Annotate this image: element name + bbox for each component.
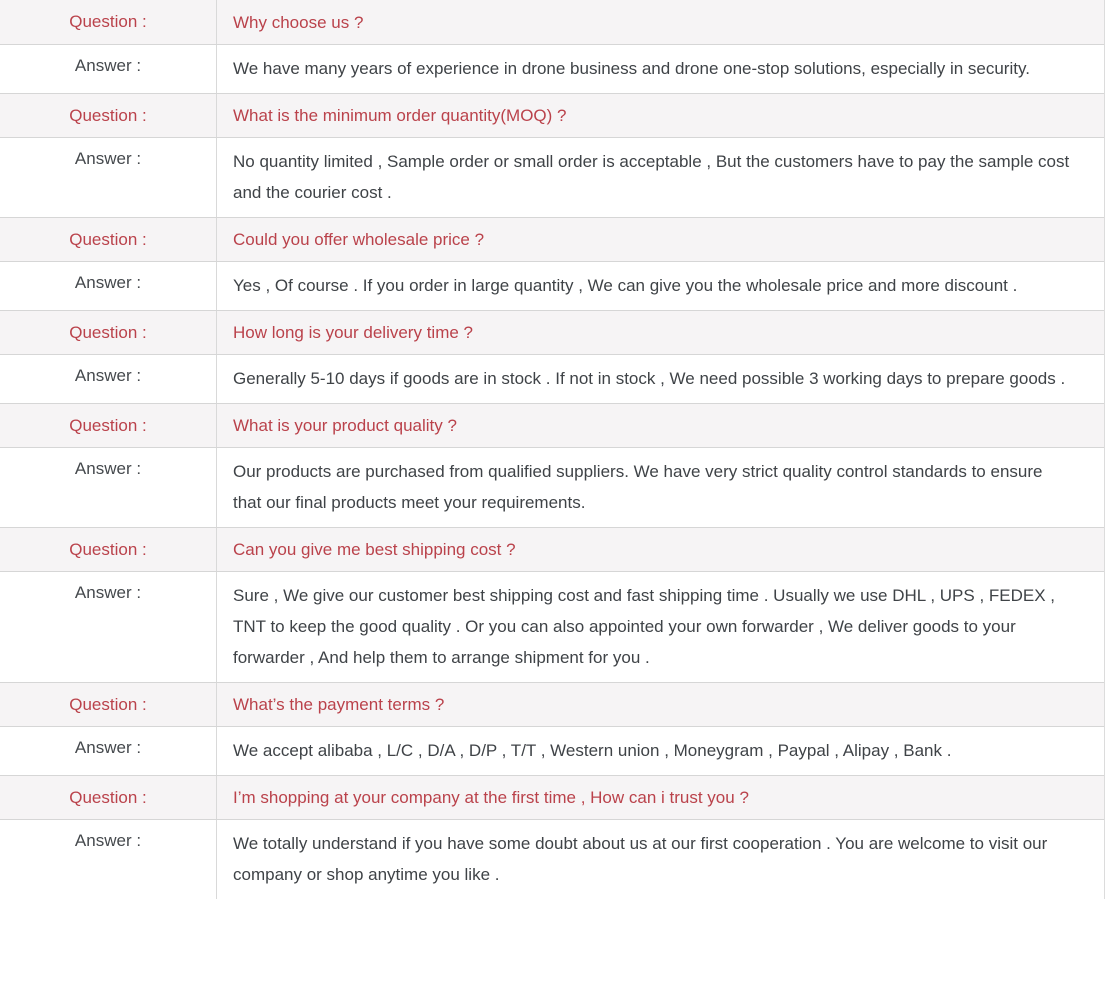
faq-answer-row	[0, 354, 1104, 403]
answer-label: Answer :	[0, 262, 217, 310]
faq-item	[0, 403, 1104, 527]
question-text: Could you offer wholesale price ?	[233, 230, 485, 249]
faq-item	[0, 217, 1104, 310]
answer-text: We accept alibaba , L/C , D/A , D/P , T/T , Western union , Moneygram , Paypal , Alipay , Bank .	[233, 741, 952, 760]
question-label: Question :	[0, 311, 217, 354]
question-label: Question :	[0, 776, 217, 819]
faq-question-row	[0, 217, 1104, 261]
question-text: Why choose us ?	[233, 12, 364, 32]
question-text: Can you give me best shipping cost ?	[233, 540, 516, 559]
answer-text: No quantity limited , Sample order or small order is acceptable , But the customers have to pay the sample cost and the courier cost .	[233, 152, 1070, 202]
faq-answer-row	[0, 726, 1104, 775]
faq-answer-row	[0, 819, 1104, 899]
answer-text: Sure , We give our customer best shipping cost and fast shipping time . Usually we use DHL , UPS , FEDEX , TNT to keep the good quality . Or you can also appointed your own forwarder , We deliver goods to your forwarder , And help them to arrange shipment for you .	[233, 586, 1056, 667]
answer-text: Generally 5-10 days if goods are in stock . If not in stock , We need possible 3 working days to prepare goods .	[233, 369, 1066, 388]
faq-answer-row	[0, 447, 1104, 527]
faq-question-row	[0, 403, 1104, 447]
faq-item	[0, 775, 1104, 899]
question-text: What is the minimum order quantity(MOQ) ?	[233, 106, 567, 125]
faq-question-row	[0, 0, 1104, 44]
answer-text: Yes , Of course . If you order in large quantity , We can give you the wholesale price and more discount .	[233, 276, 1018, 295]
answer-label: Answer :	[0, 45, 217, 93]
question-label: Question :	[0, 94, 217, 137]
faq-answer-row	[0, 261, 1104, 310]
question-label: Question :	[0, 404, 217, 447]
faq-question-row	[0, 775, 1104, 819]
answer-text: We have many years of experience in drone business and drone one-stop solutions, especially in security.	[233, 59, 1030, 78]
faq-item	[0, 310, 1104, 403]
answer-label: Answer :	[0, 138, 217, 217]
faq-question-row	[0, 310, 1104, 354]
faq-answer-row	[0, 571, 1104, 682]
faq-item	[0, 0, 1104, 93]
question-label: Question :	[0, 528, 217, 571]
question-label: Question :	[0, 683, 217, 726]
answer-text: Our products are purchased from qualified suppliers. We have very strict quality control standards to ensure that our final products meet your requirements.	[233, 462, 1043, 512]
question-label: Question :	[0, 218, 217, 261]
answer-label: Answer :	[0, 448, 217, 527]
faq-question-row	[0, 682, 1104, 726]
question-label: Question :	[0, 0, 217, 44]
faq-question-row	[0, 93, 1104, 137]
answer-label: Answer :	[0, 572, 217, 682]
question-text: What’s the payment terms ?	[233, 695, 445, 714]
answer-label: Answer :	[0, 820, 217, 899]
faq-answer-row	[0, 137, 1104, 217]
faq-question-row	[0, 527, 1104, 571]
question-text: I’m shopping at your company at the first time , How can i trust you ?	[233, 788, 749, 807]
faq-item	[0, 682, 1104, 775]
answer-text: We totally understand if you have some doubt about us at our first cooperation . You are welcome to visit our company or shop anytime you like .	[233, 834, 1048, 884]
question-text: What is your product quality ?	[233, 416, 457, 435]
answer-label: Answer :	[0, 727, 217, 775]
faq-answer-row	[0, 44, 1104, 93]
faq-item	[0, 93, 1104, 217]
faq-item	[0, 527, 1104, 682]
answer-label: Answer :	[0, 355, 217, 403]
question-text: How long is your delivery time ?	[233, 323, 473, 342]
